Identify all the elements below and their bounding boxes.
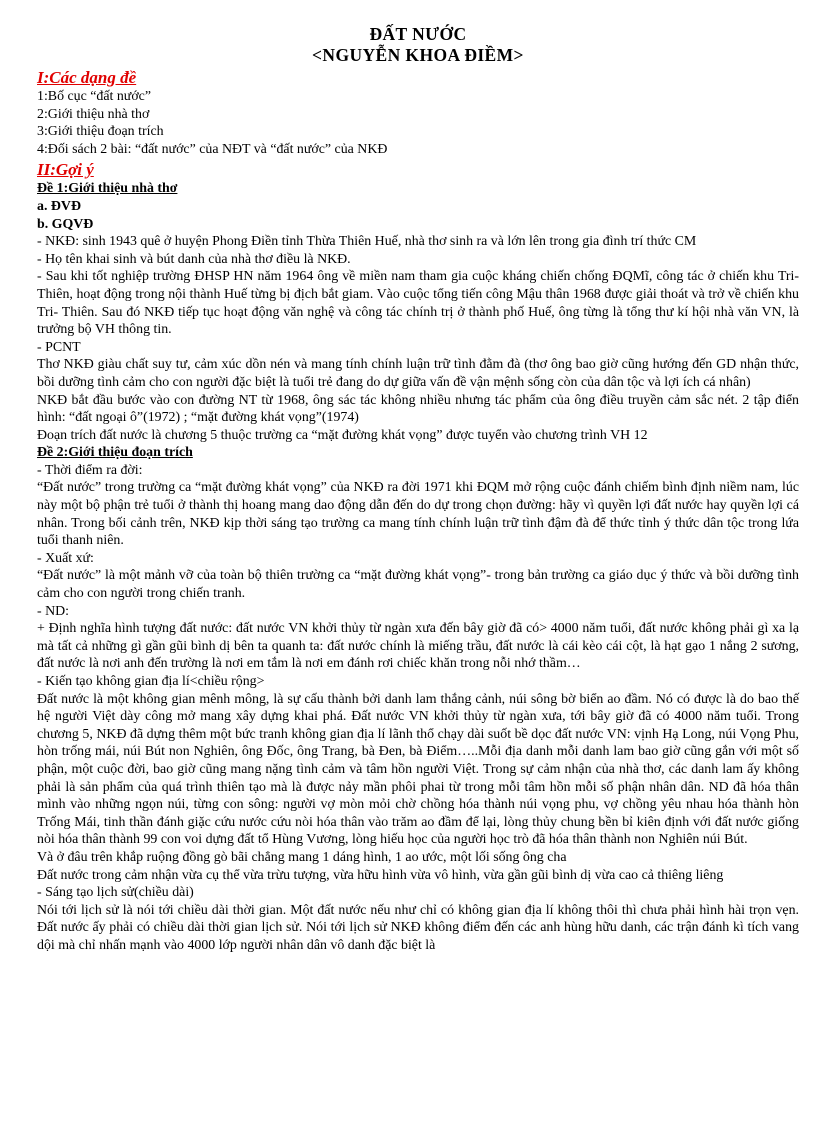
paragraph: Đoạn trích đất nước là chương 5 thuộc trường ca “mặt đường khát vọng” được tuyển vào chương trình VH 12 (37, 427, 648, 443)
paragraph: - Thời điểm ra đời: (37, 462, 143, 478)
paragraph: Và ở đâu trên khắp ruộng đồng gò bãi chẳng mang 1 dáng hình, 1 ao ước, một lối sống ông cha (37, 849, 567, 865)
paragraph: “Đất nước” là một mảnh vỡ của toàn bộ thiên trường ca “mặt đường khát vọng”- trong bản trường ca giáo dục ý thức và bồi dưỡng tình cảm cho con người trong chiến tranh. (37, 568, 799, 602)
document-title: ĐẤT NƯỚC (369, 24, 467, 44)
paragraph: - Sáng tạo lịch sử(chiều dài) (37, 885, 194, 901)
paragraph: - ND: (37, 603, 70, 619)
de1-part-a: a. ĐVĐ (37, 198, 81, 214)
paragraph: Nói tới lịch sử là nói tới chiều dài thời gian. Một đất nước nếu như chỉ có không gian địa lí không thôi thì chưa phải hình hài trọn vẹn. Đất nước ấy phải có chiều dài thời gian lịch sử. Nói tới lịch sử NKĐ không điểm đến các anh hùng hữu danh, các trận đánh kì tích vang dội mà chỉ nhấn mạnh vào 4000 lớp người nhân dân vô danh đặc biệt là (37, 902, 799, 953)
document-page (37, 24, 799, 955)
paragraph: “Đất nước” trong trường ca “mặt đường khát vọng” của NKĐ ra đời 1971 khi ĐQM mở rộng cuộc đánh chiếm bình định niềm nam, lúc này một bộ phận trẻ tuổi ở thành thị hoang mang dao động dẫn đến do dự trong chọn đường: hãy vì quyền lợi đất nước hay quyền lợi cá nhân. Trong bối cảnh trên, NKĐ kịp thời sáng tạo trường ca mang tính chính luận trữ tình đậm đà để thức tỉnh ý thức dân tộc trong lứa tuổi thanh niên. (37, 480, 799, 549)
paragraph: Đất nước là một không gian mênh mông, là sự cấu thành bởi danh lam thắng cảnh, núi sông bờ biển ao đầm. Nó có được là do bao thế hệ người Việt dày công mở mang xây dựng khai phá. Đất nước VN khởi thủy từ ngàn xưa, tới bây giờ đã có 4000 năm tuổi. Trong chương 5, NKĐ đã dựng thêm một bức tranh không gian địa lí lãnh thổ chạy dài suốt bề dọc đất nước VN: vịnh Hạ Long, núi Vọng Phu, hòn trống mái, núi Bút non Nghiên, ông Đốc, ông Trang, bà Đen, bà Điểm…..Mỗi địa danh mỗi danh lam bao giờ cũng gắn với một số phận, một cuộc đời, bao giờ cũng mang nặng tình cảm và tâm hồn người Việt. Trong sự cảm nhận của nhà thơ, các danh lam ấy không phải là sản phẩm của quá trình thiên tạo mà là được nảy mần phôi phai từ trong mỗi tâm hồn mỗi số phận nhân dân. ND đã hóa thân mình vào những ngọn núi, từng con sông: người vợ mòn mỏi chờ chồng hóa thành núi vọng phu, vợ chồng yêu nhau hóa thành hòn Trống Mái, tinh thần đánh giặc cứu nước cứu nòi hóa thân vào trăm ao đầm để lại, lòng thủy chung bền bỉ kiên định với đất nước giống nòi hóa thân thành 99 con voi dựng đất tổ Hùng Vương, lòng hiếu học của người học trò đã hóa thân thành non Nghiên núi Bút. (37, 691, 799, 848)
list-item: 1:Bố cục “đất nước” (37, 89, 151, 104)
paragraph: - NKĐ: sinh 1943 quê ở huyện Phong Điền tỉnh Thừa Thiên Huế, nhà thơ sinh ra và lớn lên trong gia đình trí thức CM (37, 234, 697, 250)
section-heading-1: I:Các dạng đề (37, 68, 137, 87)
de1-heading: Đề 1:Giới thiệu nhà thơ (37, 181, 178, 197)
de1-part-b: b. GQVĐ (37, 216, 94, 232)
paragraph: + Định nghĩa hình tượng đất nước: đất nước VN khởi thủy từ ngàn xưa đến bây giờ đã có> 4000 năm tuổi, đất nước không phải gì xa lạ mà tất cả những gì gần gũi bình dị bên ta quanh ta: đất nước chính là miếng trầu, đất nước là cái kèo cái cột, là hạt gạo 1 nắng 2 sương, đất nước là nơi anh đến trường là nơi em tắm là nơi em đánh rơi chiếc khăn trong nỗi nhớ thầm… (37, 621, 799, 672)
de2-heading: Đề 2:Giới thiệu đoạn trích (37, 445, 193, 461)
paragraph: - Xuất xứ: (37, 550, 94, 566)
section-heading-2: II:Gợi ý (37, 160, 94, 180)
list-item: 4:Đối sách 2 bài: “đất nước” của NĐT và “đất nước” của NKĐ (37, 141, 388, 157)
paragraph: NKĐ bắt đầu bước vào con đường NT từ 1968, ông sác tác không nhiều nhưng tác phẩm của ông điều truyền cảm sắc nét. 2 tập điển hình: “đất ngoại ô”(1972) ; “mặt đường khát vọng”(1974) (37, 392, 799, 426)
list-item: 2:Giới thiệu nhà thơ (37, 106, 150, 122)
paragraph: Thơ NKĐ giàu chất suy tư, cảm xúc dồn nén và mang tính chính luận trữ tình đằm đà (thơ ông bao giờ cũng hướng đến GD nhận thức, bồi dưỡng tình cảm cho con người đặc biệt là tuổi trẻ đang do dự giữa vấn đề vận mệnh sống còn của dân tộc và lợi ích cá nhân) (37, 357, 799, 390)
list-item: 3:Giới thiệu đoạn trích (37, 124, 164, 140)
paragraph: - PCNT (37, 339, 81, 355)
paragraph: - Sau khi tốt nghiệp trường ĐHSP HN năm 1964 ông về miền nam tham gia cuộc kháng chiến chống ĐQMĩ, công tác ở chiến khu Tri- Thiên, hoạt động trong nội thành Huế từng bị địch bắt giam. Vào cuộc tổng tiến công Mậu thân 1968 được giải thoát và trở về chiến khu Tri- Thiên. Sau đó NKĐ tiếp tục hoạt động văn nghệ và công tác chính trị ở thành phố Huế, ông từng là tổng thư kí hội nhà văn VN, là trưởng bộ VH thông tin. (37, 269, 799, 338)
paragraph: - Kiến tạo không gian địa lí<chiều rộng> (37, 674, 265, 689)
document-author: <NGUYỄN KHOA ĐIỀM> (312, 45, 524, 65)
paragraph: - Họ tên khai sinh và bút danh của nhà thơ điều là NKĐ. (37, 251, 351, 267)
paragraph: Đất nước trong cảm nhận vừa cụ thể vừa trừu tượng, vừa hữu hình vừa vô hình, vừa gần gũi bình dị vừa cao cả thiêng liêng (37, 867, 724, 883)
